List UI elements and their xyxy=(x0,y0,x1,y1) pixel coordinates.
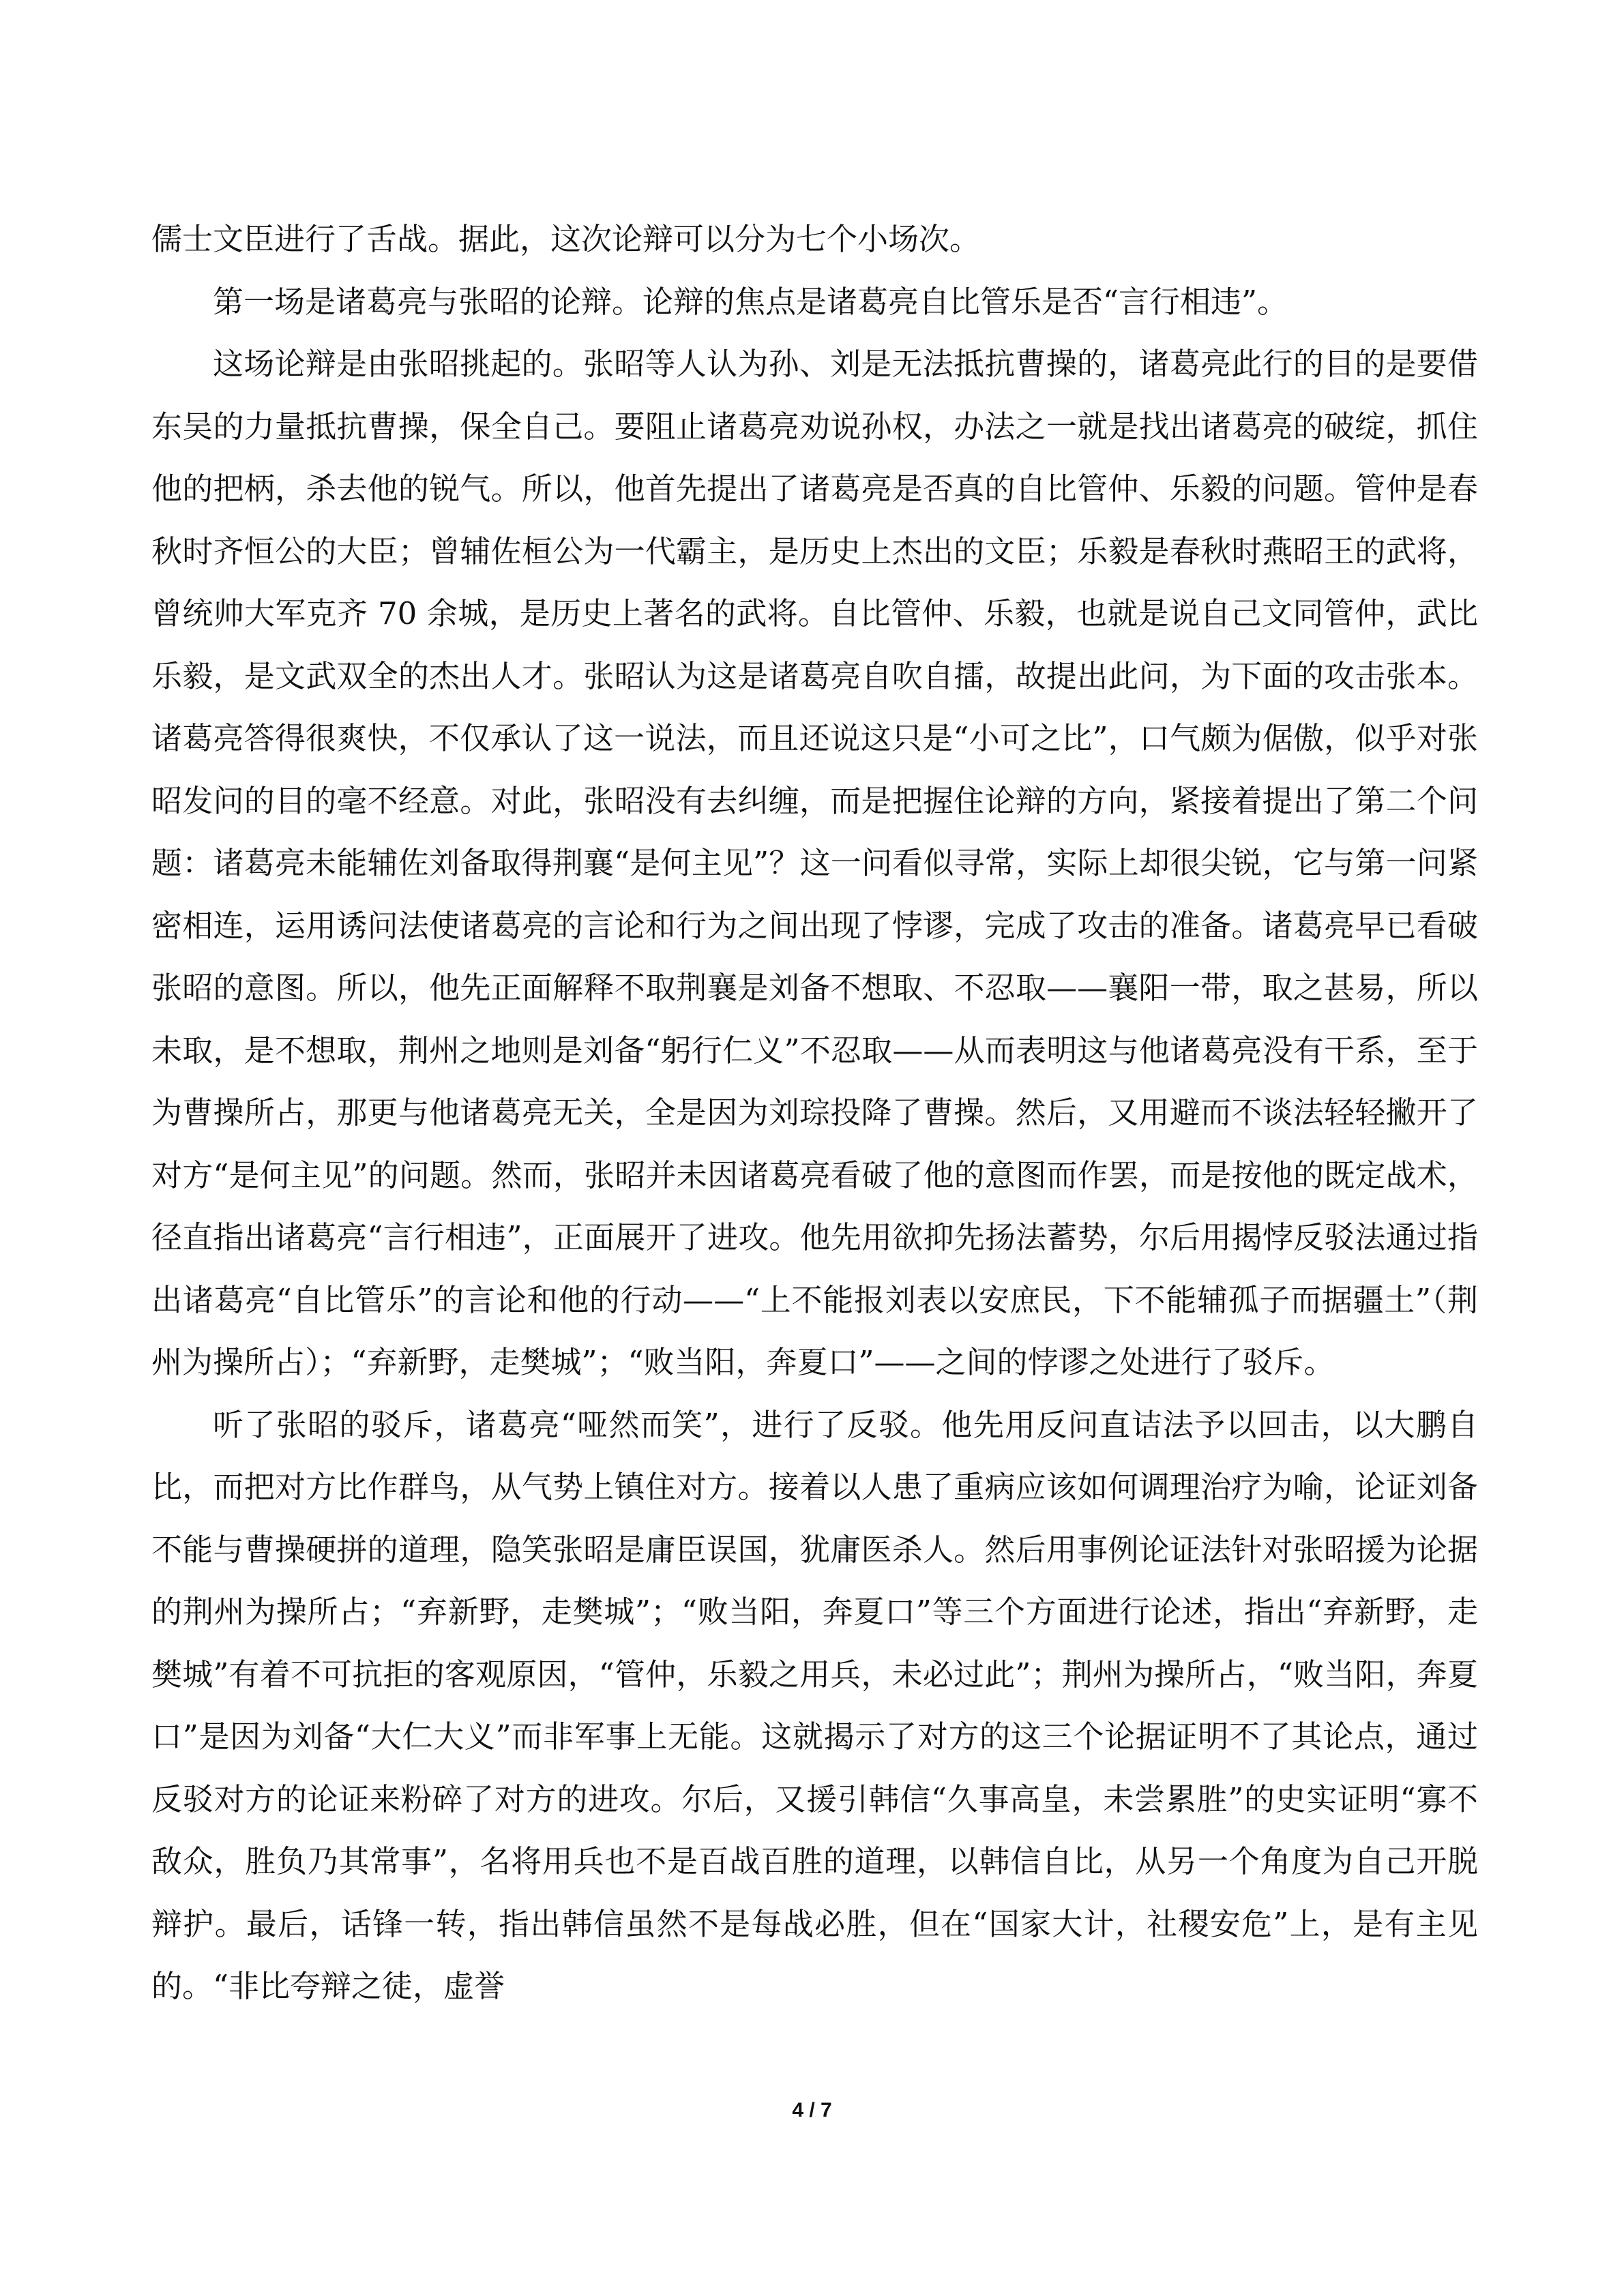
paragraph-zhuge-liang-rebuttal: 听了张昭的驳斥，诸葛亮“哑然而笑”，进行了反驳。他先用反问直诘法予以回击，以大鹏自比，而把对方比作群鸟，从气势上镇住对方。接着以人患了重病应该如何调理治疗为喻，论证刘备不能与曹操硬拼的道理，隐笑张昭是庸臣误国，犹庸医杀人。然后用事例论证法针对张昭援为论据的荆州为操所占；“弃新野，走樊城”；“败当阳，奔夏口”等三个方面进行论述，指出“弃新野，走樊城”有着不可抗拒的客观原因，“管仲，乐毅之用兵，未必过此”；荆州为操所占，“败当阳，奔夏口”是因为刘备“大仁大义”而非军事上无能。这就揭示了对方的这三个论据证明不了其论点，通过反驳对方的论证来粉碎了对方的进攻。尔后，又援引韩信“久事高皇，未尝累胜”的史实证明“寡不敌众，胜负乃其常事”，名将用兵也不是百战百胜的道理，以韩信自比，从另一个角度为自己开脱辩护。最后，话锋一转，指出韩信虽然不是每战必胜，但在“国家大计，社稷安危”上，是有主见的。“非比夸辩之徒，虚誉 xyxy=(151,1406,1478,2004)
paragraph-first-round: 第一场是诸葛亮与张昭的论辩。论辩的焦点是诸葛亮自比管乐是否“言行相违”。 xyxy=(213,283,1288,320)
document-body xyxy=(151,208,1478,2018)
paragraph-continuation: 儒士文臣进行了舌战。据此，这次论辩可以分为七个小场次。 xyxy=(151,221,981,257)
paragraph-zhang-zhao-attack: 这场论辩是由张昭挑起的。张昭等人认为孙、刘是无法抵抗曹操的，诸葛亮此行的目的是要借东吴的力量抵抗曹操，保全自己。要阻止诸葛亮劝说孙权，办法之一就是找出诸葛亮的破绽，抓住他的把柄，杀去他的锐气。所以，他首先提出了诸葛亮是否真的自比管仲、乐毅的问题。管仲是春秋时齐恒公的大臣；曾辅佐桓公为一代霸主，是历史上杰出的文臣；乐毅是春秋时燕昭王的武将，曾统帅大军克齐 70 余城，是历史上著名的武将。自比管仲、乐毅，也就是说自己文同管仲，武比乐毅，是文武双全的杰出人才。张昭认为这是诸葛亮自吹自擂，故提出此问，为下面的攻击张本。诸葛亮答得很爽快，不仅承认了这一说法，而且还说这只是“小可之比”，口气颇为倨傲，似乎对张昭发问的目的毫不经意。对此，张昭没有去纠缠，而是把握住论辩的方向，紧接着提出了第二个问题：诸葛亮未能辅佐刘备取得荆襄“是何主见”？这一问看似寻常，实际上却很尖锐，它与第一问紧密相连，运用诱问法使诸葛亮的言论和行为之间出现了悖谬，完成了攻击的准备。诸葛亮早已看破张昭的意图。所以，他先正面解释不取荆襄是刘备不想取、不忍取——襄阳一带，取之甚易，所以未取，是不想取，荆州之地则是刘备“躬行仁义”不忍取——从而表明这与他诸葛亮没有干系，至于为曹操所占，那更与他诸葛亮无关，全是因为刘琮投降了曹操。然后，又用避而不谈法轻轻撇开了对方“是何主见”的问题。然而，张昭并未因诸葛亮看破了他的意图而作罢，而是按他的既定战术，径直指出诸葛亮“言行相违”，正面展开了进攻。他先用欲抑先扬法蓄势，尔后用揭悖反驳法通过指出诸葛亮“自比管乐”的言论和他的行动——“上不能报刘表以安庶民，下不能辅孤子而据疆土”（荆州为操所占）；“弃新野，走樊城”；“败当阳，奔夏口”——之间的悖谬之处进行了驳斥。 xyxy=(151,346,1478,1380)
page-number: 4 / 7 xyxy=(792,2099,832,2121)
